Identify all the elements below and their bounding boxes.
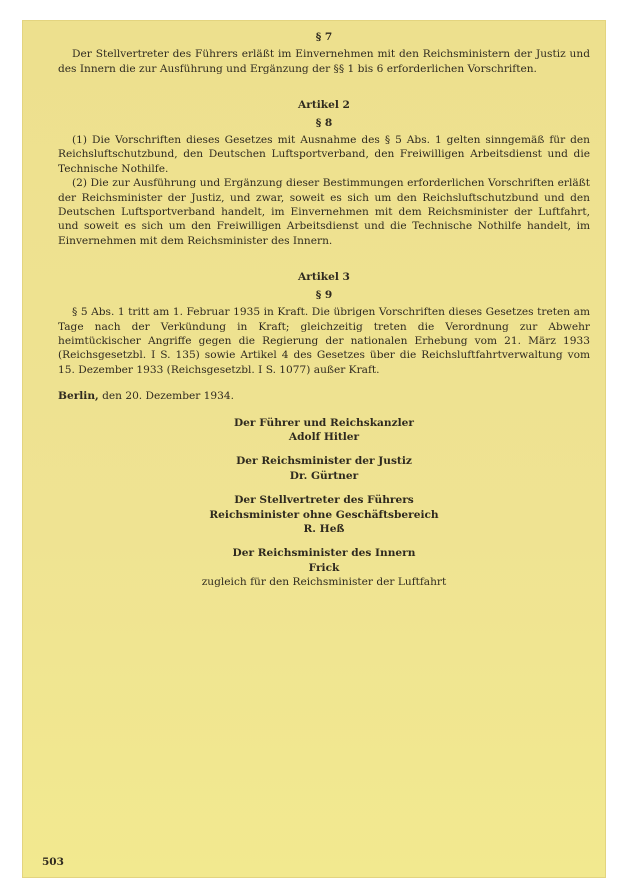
signature-title: Der Stellvertreter des Führers <box>234 494 414 507</box>
signature-name: Dr. Gürtner <box>289 469 359 482</box>
signature-title: Der Führer und Reichskanzler <box>234 416 414 429</box>
signature-name: Frick <box>308 561 340 574</box>
signature-note: zugleich für den Reichsminister der Luftfahrt <box>201 576 447 589</box>
signature-block-3 <box>58 493 590 536</box>
signature-block-4 <box>58 546 590 589</box>
document-page <box>22 20 606 878</box>
section-8-paragraph-1: (1) Die Vorschriften dieses Gesetzes mit Ausnahme des § 5 Abs. 1 gelten sinngemäß für den Reichsluftschutzbund, den Deutschen Luftsportverband, den Freiwilligen Arbeitsdienst und die Technische Nothilfe. <box>58 134 590 175</box>
artikel-3-heading: Artikel 3 <box>298 271 350 284</box>
place-and-date <box>58 389 590 403</box>
signature-title: Der Reichsminister des Innern <box>232 547 416 560</box>
signature-title: Der Reichsminister der Justiz <box>236 455 412 468</box>
page-number: 503 <box>42 856 64 868</box>
signature-name: Adolf Hitler <box>288 430 360 443</box>
section-7-text: Der Stellvertreter des Führers erläßt im Einvernehmen mit den Reichsministern der Justiz und des Innern die zur Ausführung und Ergänzung der §§ 1 bis 6 erforderlichen Vorschriften. <box>58 48 590 75</box>
place-city: Berlin, <box>58 390 99 403</box>
place-date: den 20. Dezember 1934. <box>98 390 235 403</box>
section-8-paragraph-2: (2) Die zur Ausführung und Ergänzung dieser Bestimmungen erforderlichen Vorschriften erläßt der Reichsminister der Justiz, und zwar, soweit es sich um den Reichsluftschutzbund und den Deutschen Luftsportverband handelt, im Einvernehmen mit dem Reichsminister der Luftfahrt, und soweit es sich um den Freiwilligen Arbeitsdienst und die Technische Nothilfe handelt, im Einvernehmen mit dem Reichsminister des Innern. <box>58 177 590 247</box>
signature-title-line-2: Reichsminister ohne Geschäftsbereich <box>209 508 439 521</box>
artikel-2-heading: Artikel 2 <box>298 99 350 112</box>
document-body <box>58 30 590 590</box>
section-8-heading: § 8 <box>315 116 333 129</box>
signature-name: R. Heß <box>303 522 345 535</box>
section-7-heading: § 7 <box>315 31 333 43</box>
section-9-heading: § 9 <box>315 288 333 301</box>
signature-block-1 <box>58 416 590 445</box>
section-9-text: § 5 Abs. 1 tritt am 1. Februar 1935 in Kraft. Die übrigen Vorschriften dieses Gesetzes treten am Tage nach der Verkündung in Kraft; gleichzeitig treten die Verordnung zur Abwehr heimtückischer Angriffe gegen die Regierung der nationalen Erhebung vom 21. März 1933 (Reichsgesetzbl. I S. 135) sowie Artikel 4 des Gesetzes über die Reichsluftfahrtverwaltung vom 15. Dezember 1933 (Reichsgesetzbl. I S. 1077) außer Kraft. <box>58 306 590 376</box>
signature-block-2 <box>58 454 590 483</box>
